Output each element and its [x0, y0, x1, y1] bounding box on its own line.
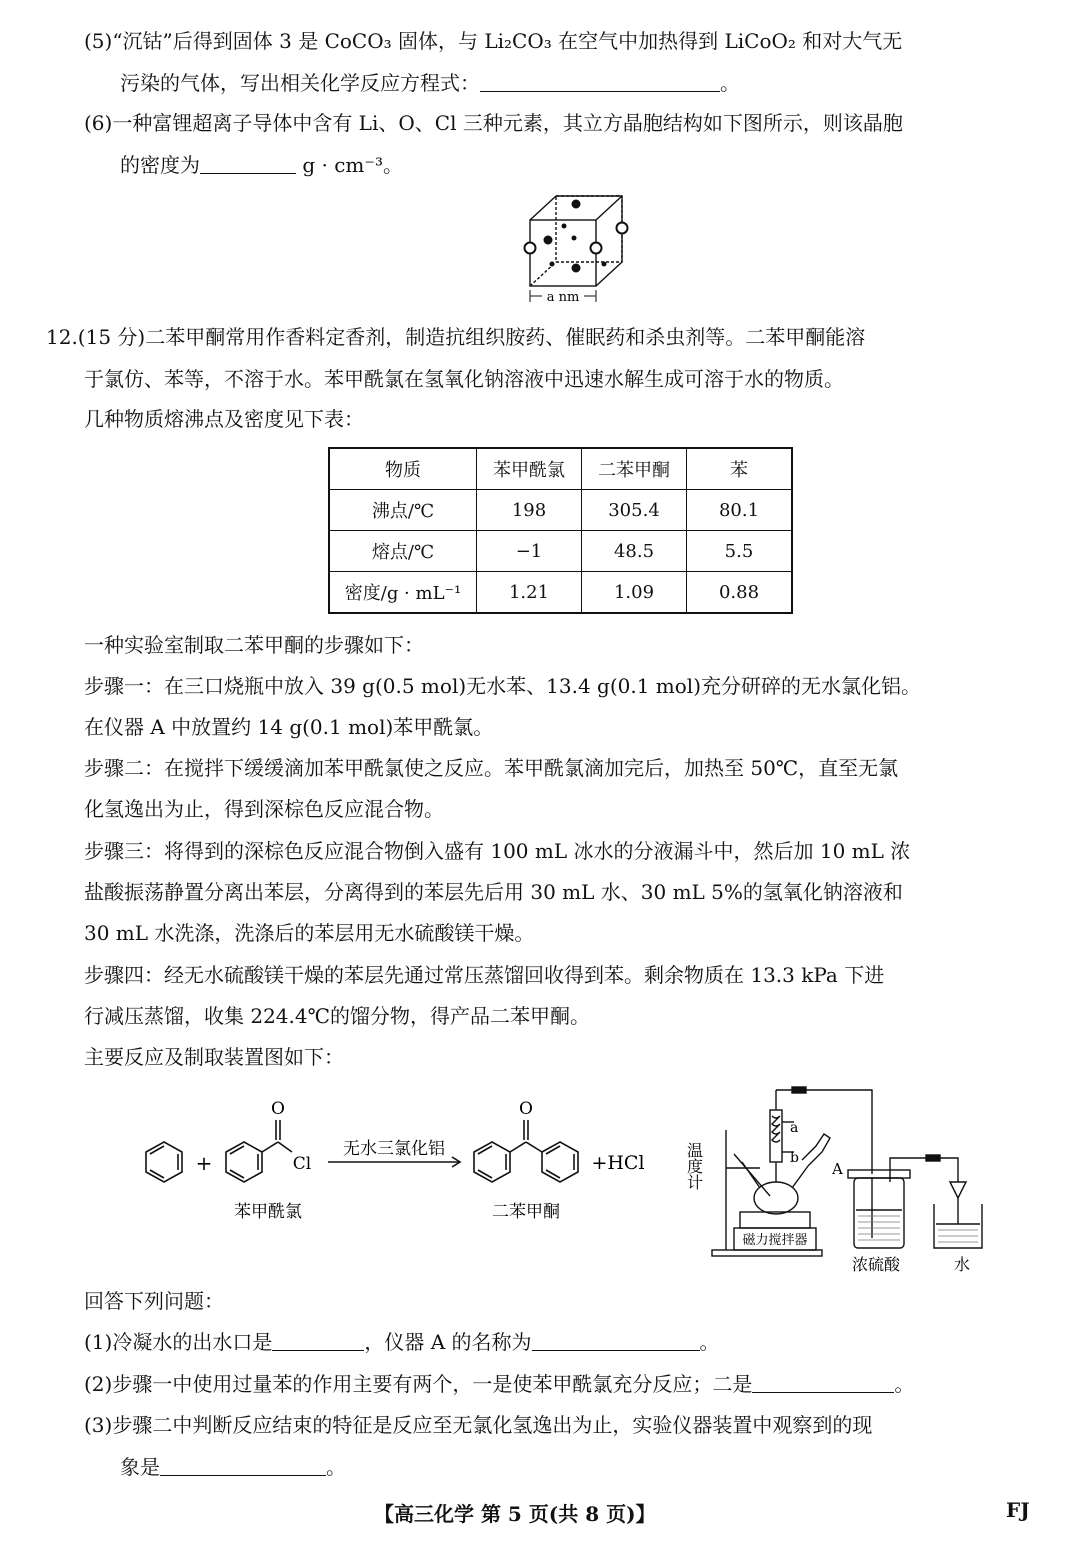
- reagent-name: 苯甲酰氯: [234, 1202, 302, 1222]
- table-row: [329, 490, 792, 531]
- steps-intro: 一种实验室制取二苯甲酮的步骤如下：: [84, 633, 424, 657]
- plus-sign: +: [195, 1151, 213, 1175]
- crystal-unit-cell-figure: [512, 182, 642, 312]
- question-1: (1)冷凝水的出水口是 ，仪器 A 的名称为 。: [84, 1330, 720, 1354]
- page-footer-title: 【高三化学 第 5 页(共 8 页)】: [374, 1502, 656, 1526]
- stirrer-label: 磁力搅拌器: [742, 1233, 808, 1248]
- step1-line2: 在仪器 A 中放置约 14 g(0.1 mol)苯甲酰氯。: [84, 715, 494, 739]
- table-cell: 1.21: [477, 572, 582, 614]
- instrument-A-label: A: [832, 1160, 843, 1178]
- atom-chlorine: Cl: [292, 1154, 312, 1174]
- product-name: 二苯甲酮: [492, 1202, 560, 1222]
- answer-blank[interactable]: [752, 1372, 894, 1393]
- table-row: [329, 572, 792, 614]
- atom-oxygen: O: [271, 1099, 285, 1119]
- step3-line1: 步骤三：将得到的深棕色反应混合物倒入盛有 100 mL 冰水的分液漏斗中，然后加 10 mL 浓: [84, 839, 911, 863]
- acid-label: 浓硫酸: [851, 1255, 901, 1274]
- q12-intro-line3: 几种物质熔沸点及密度见下表：: [84, 407, 364, 431]
- step4-line2: 行减压蒸馏，收集 224.4℃的馏分物，得产品二苯甲酮。: [84, 1004, 590, 1028]
- thermometer-label: 温度计: [684, 1142, 704, 1190]
- step4-line1: 步骤四：经无水硫酸镁干燥的苯层先通过常压蒸馏回收得到苯。剩余物质在 13.3 kPa 下进: [84, 963, 885, 987]
- byproduct-label: +HCl: [591, 1152, 645, 1174]
- q11-part6-line1: (6)一种富锂超离子导体中含有 Li、O、Cl 三种元素，其立方晶胞结构如下图所示，则该晶胞: [84, 111, 903, 135]
- table-cell: 熔点/℃: [329, 531, 477, 572]
- table-cell: 198: [477, 490, 582, 531]
- table-cell: 1.09: [582, 572, 687, 614]
- answer-blank[interactable]: [200, 153, 296, 174]
- water-label: 水: [953, 1255, 971, 1274]
- step2-line1: 步骤二：在搅拌下缓缓滴加苯甲酰氯使之反应。苯甲酰氯滴加完后，加热至 50℃，直至无氯: [84, 756, 899, 780]
- table-cell: 48.5: [582, 531, 687, 572]
- question-3-line2: 象是 。: [120, 1455, 346, 1479]
- condenser-port-a-label: a: [790, 1120, 799, 1136]
- table-header: 二苯甲酮: [582, 448, 687, 490]
- table-header: 苯: [687, 448, 793, 490]
- q12-intro-line2: 于氯仿、苯等，不溶于水。苯甲酰氯在氢氧化钠溶液中迅速水解生成可溶于水的物质。: [84, 367, 844, 391]
- question-3-line1: (3)步骤二中判断反应结束的特征是反应至无氯化氢逸出为止，实验仪器装置中观察到的现: [84, 1413, 873, 1437]
- catalyst-label: 无水三氯化铝: [343, 1139, 445, 1159]
- questions-intro: 回答下列问题：: [84, 1289, 224, 1313]
- step3-line3: 30 mL 水洗涤，洗涤后的苯层用无水硫酸镁干燥。: [84, 921, 535, 945]
- answer-blank[interactable]: [532, 1330, 700, 1351]
- table-header: 苯甲酰氯: [477, 448, 582, 490]
- answer-blank[interactable]: [160, 1455, 326, 1476]
- table-cell: 密度/g · mL⁻¹: [329, 572, 477, 614]
- table-header-row: [329, 448, 792, 490]
- q11-part5-line2: 污染的气体，写出相关化学反应方程式： 。: [120, 71, 740, 95]
- step2-line2: 化氢逸出为止，得到深棕色反应混合物。: [84, 797, 444, 821]
- reaction-intro: 主要反应及制取装置图如下：: [84, 1045, 344, 1069]
- condenser-port-b-label: b: [790, 1150, 799, 1166]
- table-cell: 80.1: [687, 490, 793, 531]
- properties-table: [328, 447, 793, 614]
- q12-intro-line1: 12.(15 分)二苯甲酮常用作香料定香剂，制造抗组织胺药、催眠药和杀虫剂等。二苯甲酮能溶: [46, 325, 866, 349]
- table-cell: 0.88: [687, 572, 793, 614]
- answer-blank[interactable]: [480, 71, 720, 92]
- table-row: [329, 531, 792, 572]
- question-2: (2)步骤一中使用过量苯的作用主要有两个，一是使苯甲酰氯充分反应；二是 。: [84, 1372, 915, 1396]
- answer-blank[interactable]: [272, 1330, 364, 1351]
- step1-line1: 步骤一：在三口烧瓶中放入 39 g(0.5 mol)无水苯、13.4 g(0.1 mol)充分研碎的无水氯化铝。: [84, 674, 922, 698]
- atom-oxygen: O: [519, 1099, 533, 1119]
- cell-edge-label: a nm: [546, 290, 580, 305]
- table-cell: 沸点/℃: [329, 490, 477, 531]
- reaction-scheme: [130, 1090, 660, 1230]
- q11-part5-line1: (5)“沉钴”后得到固体 3 是 CoCO₃ 固体，与 Li₂CO₃ 在空气中加热得到 LiCoO₂ 和对大气无: [84, 29, 903, 53]
- table-cell: −1: [477, 531, 582, 572]
- apparatus-diagram: [684, 1082, 1010, 1278]
- table-cell: 5.5: [687, 531, 793, 572]
- step3-line2: 盐酸振荡静置分离出苯层，分离得到的苯层先后用 30 mL 水、30 mL 5%的氢氧化钠溶液和: [84, 880, 903, 904]
- q11-part6-line2: 的密度为 g · cm⁻³。: [120, 153, 403, 177]
- table-cell: 305.4: [582, 490, 687, 531]
- table-header: 物质: [329, 448, 477, 490]
- page-footer-code: FJ: [1006, 1498, 1030, 1522]
